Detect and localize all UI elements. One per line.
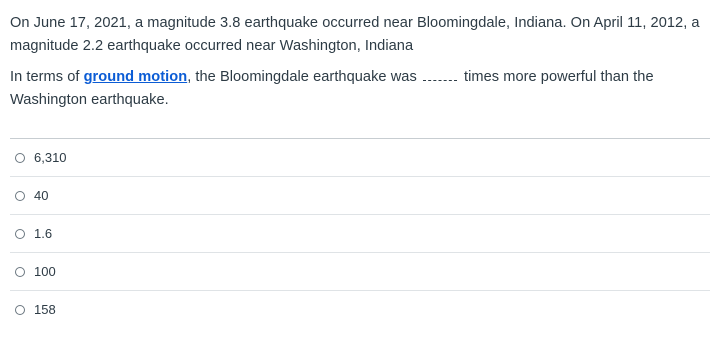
answer-blank bbox=[423, 68, 457, 81]
radio-button-icon[interactable] bbox=[15, 267, 25, 277]
answer-list bbox=[10, 138, 710, 328]
answer-label: 1.6 bbox=[34, 226, 53, 241]
answer-label: 40 bbox=[34, 188, 49, 203]
radio-button-icon[interactable] bbox=[15, 229, 25, 239]
prompt-text-before: In terms of bbox=[10, 69, 84, 85]
radio-button-icon[interactable] bbox=[15, 153, 25, 163]
radio-button-icon[interactable] bbox=[15, 191, 25, 201]
answer-label: 158 bbox=[34, 302, 56, 317]
prompt-text-after: times more powerful than the Washington earthquake. bbox=[10, 69, 654, 108]
answer-option[interactable] bbox=[10, 177, 710, 215]
answer-option[interactable] bbox=[10, 253, 710, 291]
answer-option[interactable] bbox=[10, 215, 710, 253]
question-intro: On June 17, 2021, a magnitude 3.8 earthquake occurred near Bloomingdale, Indiana. On April 11, 2012, a magnitude 2.2 earthquake occurred near Washington, Indiana bbox=[10, 15, 700, 54]
answer-option[interactable] bbox=[10, 291, 710, 328]
radio-button-icon[interactable] bbox=[15, 305, 25, 315]
answer-label: 100 bbox=[34, 264, 56, 279]
question-prompt bbox=[10, 66, 710, 112]
answer-label: 6,310 bbox=[34, 150, 67, 165]
ground-motion-link[interactable]: ground motion bbox=[83, 69, 188, 85]
question-body bbox=[10, 12, 710, 120]
answer-option[interactable] bbox=[10, 139, 710, 177]
prompt-text-middle: , the Bloomingdale earthquake was bbox=[187, 69, 421, 85]
